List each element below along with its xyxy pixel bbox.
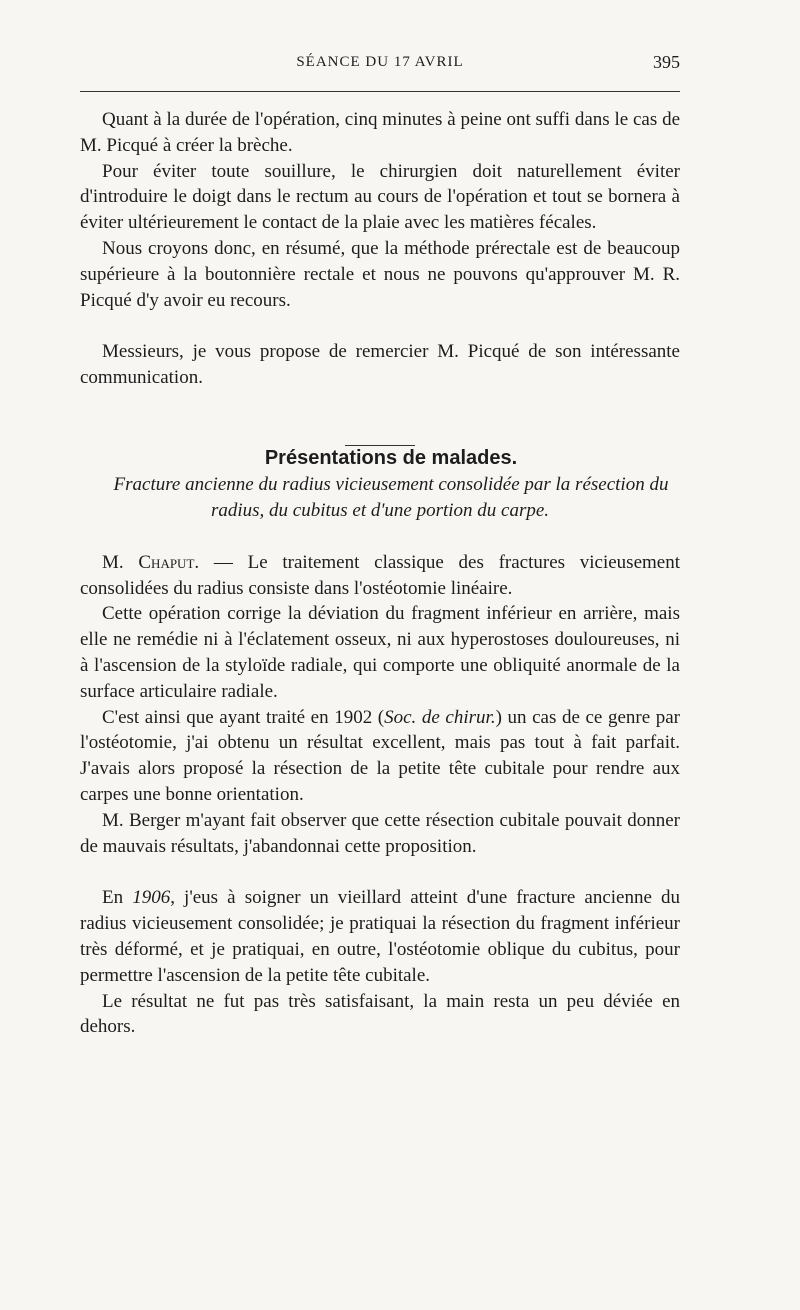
paragraph-speaker xyxy=(80,550,680,602)
running-header xyxy=(80,50,680,80)
page-number: 395 xyxy=(653,52,680,72)
speaker-name: M. Chaput. xyxy=(102,551,200,573)
text-run: , j'eus à soigner un vieillard atteint d'une fracture ancienne du radius vicieusement consolidée; je pratiquai la résection du fragment inférieur très déformé, et je pratiquai, en outre, l'ostéotomie oblique du cubitus, pour permettre l'ascension de la petite tête cubitale. xyxy=(80,887,680,986)
paragraph: Pour éviter toute souillure, le chirurgien doit naturellement éviter d'introduire le doigt dans le rectum au cours de l'opération et tout se bornera à éviter ultérieurement le contact de la plaie avec les matières fécales. xyxy=(80,160,680,234)
article-subtitle: Fracture ancienne du radius vicieusement consolidée par la résection du radius, du cubitus et d'une portion du carpe. xyxy=(113,473,669,521)
paragraph-1906 xyxy=(80,885,680,988)
speaker-text: — Le traitement classique des fractures vicieusement consolidées du radius consiste dans l'ostéotomie linéaire. xyxy=(80,551,680,599)
spacer xyxy=(80,313,680,339)
section-title: Présentations de malades. xyxy=(264,446,518,469)
text-run: C'est ainsi que ayant traité en 1902 ( xyxy=(102,706,385,728)
paragraph: Cette opération corrige la déviation du fragment inférieur en arrière, mais elle ne remédie ni à l'éclatement osseux, ni aux hyperostoses douloureuses, ni à l'ascension de la styloïde radiale, qui comporte une obliquité anormale de la surface articulaire radiale. xyxy=(80,603,680,702)
year: 1906 xyxy=(132,887,171,909)
spacer xyxy=(80,859,680,885)
text-run: ) un cas de ce genre par l'ostéotomie, j'ai obtenu un résultat excellent, mais pas tout à fait parfait. J'avais alors proposé la résection de la petite tête cubitale pour rendre aux carpes une bonne orientation. xyxy=(80,706,680,805)
paragraph: Nous croyons donc, en résumé, que la méthode prérectale est de beaucoup supérieure à la boutonnière rectale et nous ne pouvons qu'approuver M. R. Picqué d'y avoir eu recours. xyxy=(80,237,680,311)
paragraph: Le résultat ne fut pas très satisfaisant, la main resta un peu déviée en dehors. xyxy=(80,990,680,1038)
header-title: SÉANCE DU 17 AVRIL xyxy=(296,54,464,70)
text-run: En xyxy=(102,887,133,909)
spacer xyxy=(80,524,680,550)
header-rule xyxy=(80,91,680,92)
closing-paragraph: Messieurs, je vous propose de remercier M. Picqué de son intéressante communication. xyxy=(80,341,680,389)
citation: Soc. de chirur. xyxy=(384,706,496,728)
paragraph: Quant à la durée de l'opération, cinq minutes à peine ont suffi dans le cas de M. Picqué à créer la brèche. xyxy=(80,109,680,156)
page-body xyxy=(80,107,680,1040)
paragraph-1902 xyxy=(80,705,680,808)
paragraph: M. Berger m'ayant fait observer que cette résection cubitale pouvait donner de mauvais résultats, j'abandonnai cette proposition. xyxy=(80,809,680,857)
